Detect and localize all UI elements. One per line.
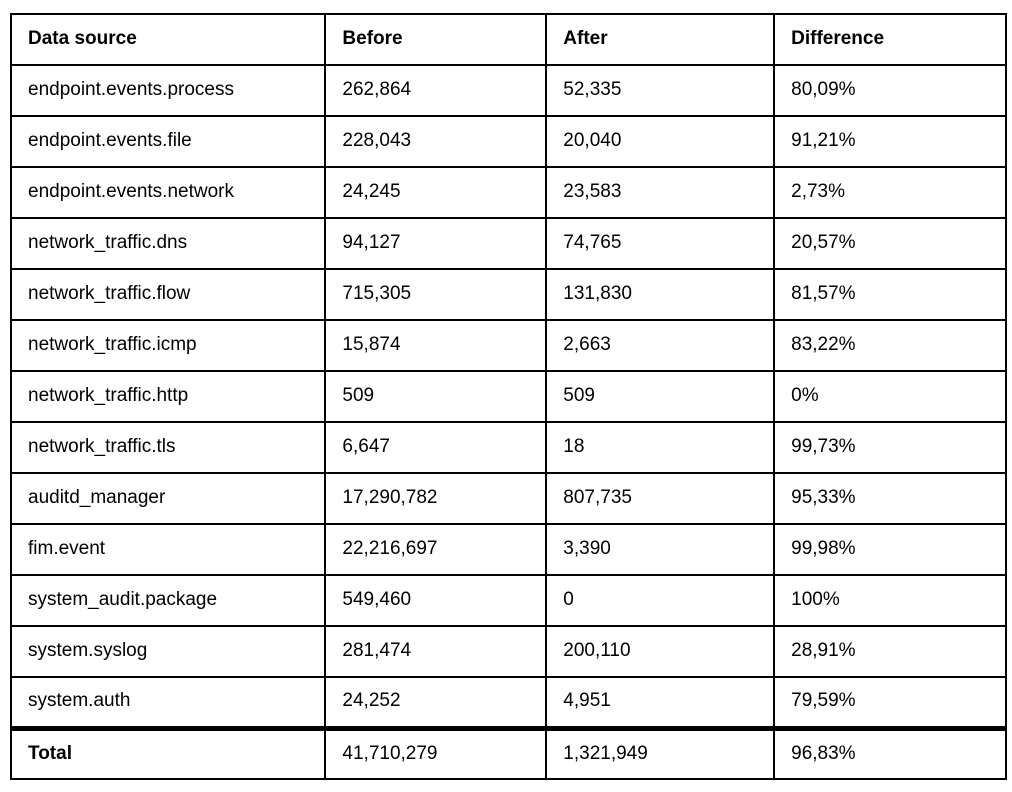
table-cell-after: 131,830 xyxy=(546,269,774,320)
table-cell-after: 509 xyxy=(546,371,774,422)
table-header xyxy=(11,14,1006,65)
table-cell-source: fim.event xyxy=(11,524,325,575)
table-cell-source: network_traffic.tls xyxy=(11,422,325,473)
table-cell-before: 17,290,782 xyxy=(325,473,546,524)
table-row xyxy=(11,575,1006,626)
table-cell-difference: 100% xyxy=(774,575,1006,626)
table-cell-before: 94,127 xyxy=(325,218,546,269)
table-cell-after: 2,663 xyxy=(546,320,774,371)
table-row xyxy=(11,65,1006,116)
table-cell-source: endpoint.events.network xyxy=(11,167,325,218)
table-cell-after: 3,390 xyxy=(546,524,774,575)
table-cell-source: endpoint.events.process xyxy=(11,65,325,116)
table-cell-before: 281,474 xyxy=(325,626,546,677)
table-cell-difference: 81,57% xyxy=(774,269,1006,320)
table-row xyxy=(11,524,1006,575)
table-row xyxy=(11,218,1006,269)
header-cell-after: After xyxy=(546,14,774,65)
table-row xyxy=(11,473,1006,524)
table-cell-difference: 95,33% xyxy=(774,473,1006,524)
table-row xyxy=(11,269,1006,320)
table-cell-after: 807,735 xyxy=(546,473,774,524)
table-cell-source: network_traffic.flow xyxy=(11,269,325,320)
table-cell-source: auditd_manager xyxy=(11,473,325,524)
table-cell-source: system.syslog xyxy=(11,626,325,677)
table-cell-after: 18 xyxy=(546,422,774,473)
table-cell-before: 22,216,697 xyxy=(325,524,546,575)
table-cell-before: 6,647 xyxy=(325,422,546,473)
table-cell-after: 0 xyxy=(546,575,774,626)
table-cell-difference: 99,98% xyxy=(774,524,1006,575)
table-cell-before: 262,864 xyxy=(325,65,546,116)
table-cell-before: 24,245 xyxy=(325,167,546,218)
table-cell-after: 4,951 xyxy=(546,677,774,728)
total-before-cell: 41,710,279 xyxy=(325,728,546,779)
table-cell-source: network_traffic.dns xyxy=(11,218,325,269)
total-label-cell: Total xyxy=(11,728,325,779)
data-source-comparison-table xyxy=(10,13,1007,780)
table-cell-after: 52,335 xyxy=(546,65,774,116)
table-cell-after: 74,765 xyxy=(546,218,774,269)
table-cell-before: 549,460 xyxy=(325,575,546,626)
table-cell-before: 715,305 xyxy=(325,269,546,320)
table-row xyxy=(11,320,1006,371)
table-cell-source: network_traffic.icmp xyxy=(11,320,325,371)
header-cell-before: Before xyxy=(325,14,546,65)
total-difference-cell: 96,83% xyxy=(774,728,1006,779)
table-footer xyxy=(11,728,1006,779)
table-cell-difference: 91,21% xyxy=(774,116,1006,167)
table-cell-source: network_traffic.http xyxy=(11,371,325,422)
total-row xyxy=(11,728,1006,779)
table-cell-source: system.auth xyxy=(11,677,325,728)
table-cell-before: 228,043 xyxy=(325,116,546,167)
table-cell-after: 23,583 xyxy=(546,167,774,218)
table-cell-difference: 80,09% xyxy=(774,65,1006,116)
table-cell-difference: 99,73% xyxy=(774,422,1006,473)
table-cell-difference: 2,73% xyxy=(774,167,1006,218)
table-row xyxy=(11,167,1006,218)
table-row xyxy=(11,116,1006,167)
table-row xyxy=(11,677,1006,728)
table-cell-source: endpoint.events.file xyxy=(11,116,325,167)
table-cell-source: system_audit.package xyxy=(11,575,325,626)
table-body xyxy=(11,65,1006,728)
table-row xyxy=(11,626,1006,677)
table-cell-difference: 20,57% xyxy=(774,218,1006,269)
header-cell-difference: Difference xyxy=(774,14,1006,65)
table-cell-before: 15,874 xyxy=(325,320,546,371)
table-cell-after: 20,040 xyxy=(546,116,774,167)
table-cell-difference: 28,91% xyxy=(774,626,1006,677)
table-cell-difference: 83,22% xyxy=(774,320,1006,371)
table-cell-difference: 79,59% xyxy=(774,677,1006,728)
table-cell-difference: 0% xyxy=(774,371,1006,422)
table-cell-after: 200,110 xyxy=(546,626,774,677)
table-cell-before: 509 xyxy=(325,371,546,422)
header-cell-data-source: Data source xyxy=(11,14,325,65)
table-cell-before: 24,252 xyxy=(325,677,546,728)
header-row xyxy=(11,14,1006,65)
table-row xyxy=(11,422,1006,473)
total-after-cell: 1,321,949 xyxy=(546,728,774,779)
table-row xyxy=(11,371,1006,422)
